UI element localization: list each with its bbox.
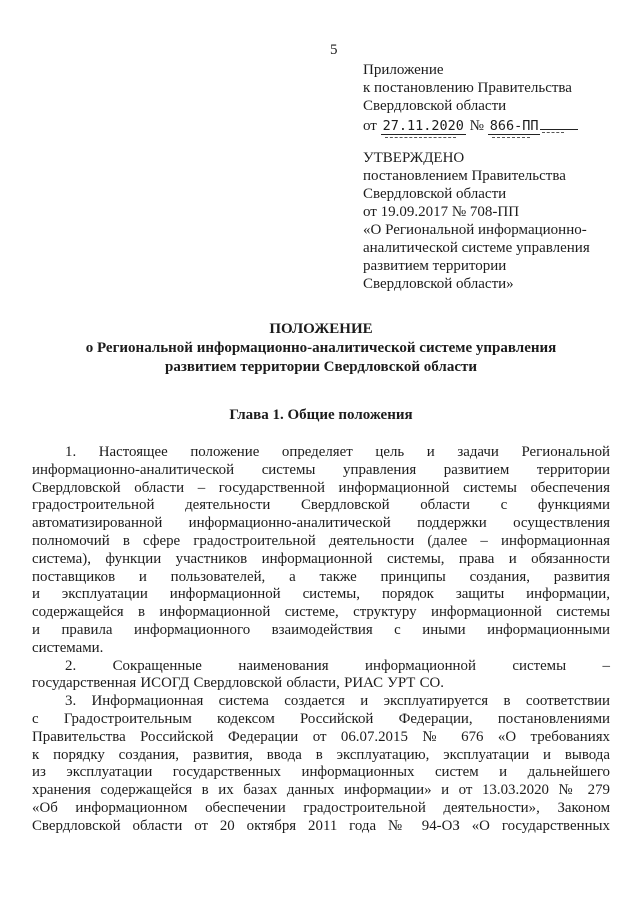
body-line: система), функции участников информационной системы, права и обязанности: [32, 550, 610, 567]
approved-line: развитием территории: [363, 258, 507, 274]
date-prefix: от: [363, 118, 377, 134]
body-line: градостроительной деятельности Свердловской области с функциями: [32, 497, 610, 514]
approved-block: [363, 149, 590, 293]
document-number-value: 866-ПП: [489, 118, 539, 134]
body-line: из эксплуатации государственных информационных систем и дальнейшего: [32, 764, 610, 781]
page-number: 5: [330, 42, 338, 58]
appendix-line: к постановлению Правительства: [363, 80, 572, 96]
body-line: Свердловской области от 20 октября 2011 года № 94-ОЗ «О государственных: [32, 817, 610, 834]
title-line: ПОЛОЖЕНИЕ: [269, 321, 373, 337]
body-line: Свердловской области – государственной информационной системы обеспечения: [32, 479, 610, 496]
number-sign: №: [469, 118, 484, 134]
body-line: информационно-аналитической системы управления развитием территории: [32, 461, 610, 478]
body-line: Правительства Российской Федерации от 06.07.2015 № 676 «О требованиях: [32, 728, 610, 745]
body-line: 2. Сокращенные наименования информационной системы –: [65, 657, 610, 674]
body-line: 3. Информационная система создается и эксплуатируется в соответствии: [65, 693, 610, 710]
blank-fill-line: [540, 115, 578, 130]
body-line: и эксплуатации информационной системы, порядок защиты информации,: [32, 586, 610, 603]
document-body: [32, 444, 610, 836]
body-line: государственная ИСОГД Свердловской области, РИАС УРТ СО.: [32, 675, 445, 692]
approved-line: УТВЕРЖДЕНО: [363, 150, 465, 166]
body-line: и правила информационного взаимодействия с иными информационными: [32, 621, 610, 638]
appendix-line: Свердловской области: [363, 98, 507, 114]
body-line: хранения содержащейся в их базах данных информации» и от 13.03.2020 № 279: [32, 782, 610, 799]
approved-line: от 19.09.2017 № 708-ПП: [363, 204, 520, 220]
appendix-date-line: [363, 115, 578, 135]
appendix-block: [363, 61, 578, 135]
appendix-line: Приложение: [363, 62, 444, 78]
approved-line: аналитической системе управления: [363, 240, 590, 256]
title-line: о Региональной информационно-аналитической системе управления: [85, 340, 557, 356]
document-title: [32, 320, 610, 377]
body-line: 1. Настоящее положение определяет цель и задачи Региональной: [65, 444, 610, 460]
approved-line: постановлением Правительства: [363, 168, 566, 184]
body-line: поставщиков и пользователей, а также принципы создания, развития: [32, 568, 610, 585]
date-value: 27.11.2020: [382, 118, 464, 134]
body-line: с Градостроительным кодексом Российской Федерации, постановлениями: [32, 710, 610, 727]
body-line: системами.: [32, 639, 104, 656]
body-line: к порядку создания, развития, ввода в эксплуатацию, эксплуатации и вывода: [32, 746, 610, 763]
title-line: развитием территории Свердловской области: [164, 359, 477, 375]
body-line: содержащейся в информационной системе, структуру информационной системы: [32, 604, 610, 621]
approved-line: «О Региональной информационно-: [363, 222, 587, 238]
chapter-heading: Глава 1. Общие положения: [229, 407, 413, 423]
body-line: автоматизированной информационно-аналитической поддержки осуществления: [32, 515, 610, 532]
approved-line: Свердловской области: [363, 186, 507, 202]
body-line: полномочий в сфере градостроительной деятельности (далее – информационная: [32, 532, 610, 549]
approved-line: Свердловской области»: [363, 276, 514, 292]
body-line: «Об информационном обеспечении градостроительной деятельности», Законом: [32, 799, 610, 816]
